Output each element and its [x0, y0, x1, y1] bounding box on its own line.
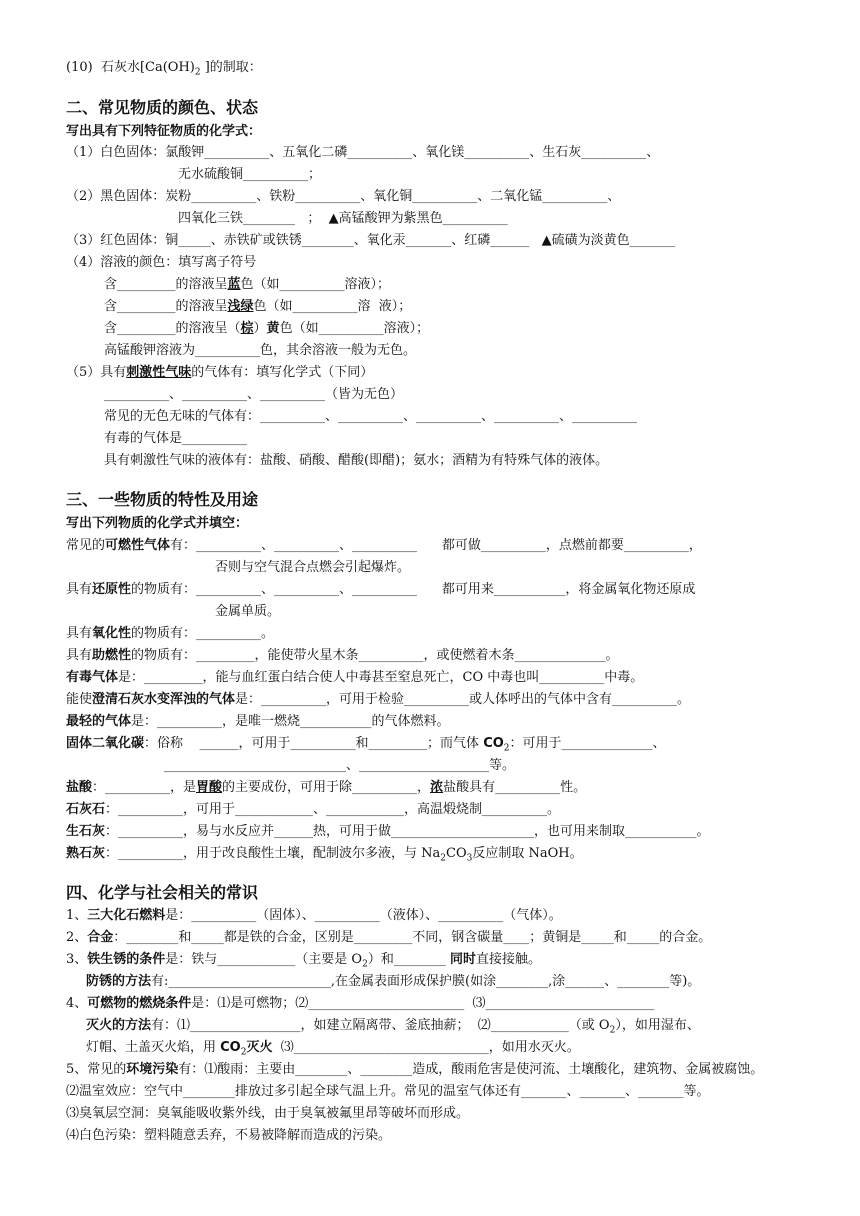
line-text: 常见的无色无味的气体有：__________、__________、__________、__________、__________ — [104, 409, 638, 424]
line-text: ）和________ — [367, 952, 450, 967]
line-text: 有:_________________________,在金属表面形成保护膜(如涂________,涂______、________等)。 — [151, 974, 701, 989]
line-text: 4、 — [66, 996, 88, 1011]
line-text: 5、常见的 — [66, 1062, 127, 1077]
worksheet-line — [104, 274, 390, 296]
line-text: ⑶______________________________，如用水灭火。 — [272, 1040, 580, 1055]
worksheet-line — [104, 384, 403, 406]
line-text: 刺激性气味 — [126, 365, 192, 380]
line-text: 3、 — [66, 952, 88, 967]
line-text: (10) 石灰水[Ca(OH) — [66, 60, 195, 75]
line-text: 的气体有：填写化学式（下同） — [191, 365, 374, 380]
line-text: ：__________，可用于____________、____________，高温煅烧制__________。 — [105, 802, 561, 817]
worksheet-line — [104, 318, 429, 340]
line-text: 能使 — [66, 692, 93, 707]
worksheet-line — [86, 1037, 580, 1059]
line-text: ） — [253, 321, 267, 336]
line-text: 二、常见物质的颜色、状态 — [66, 98, 259, 117]
section-heading — [66, 489, 258, 511]
line-text: 2 — [609, 1025, 616, 1036]
worksheet-line — [66, 993, 655, 1015]
line-text: 2 — [362, 959, 368, 970]
line-text: 防锈的方法 — [86, 974, 152, 989]
line-text: 2 — [440, 853, 447, 864]
line-text: 具有刺激性气味的液体有：盐酸、硝酸、醋酸(即醋)；氨水；酒精为有特殊气体的液体。 — [104, 453, 609, 468]
line-text: 是：__________，可用于检验__________或人体呼出的气体中含有__________。 — [235, 692, 691, 707]
line-text: 黄 — [266, 321, 280, 336]
worksheet-line — [66, 186, 620, 208]
line-text: （4）溶液的颜色：填写离子符号 — [66, 255, 257, 270]
line-text: CO — [446, 846, 467, 861]
worksheet-line — [104, 428, 247, 450]
line-text: 同时 — [449, 952, 476, 967]
line-text: 的物质有：__________。 — [131, 626, 275, 641]
worksheet-line — [66, 1081, 710, 1103]
line-text: 直接接触。 — [475, 952, 541, 967]
section-instruction — [66, 513, 248, 535]
line-text: 具有 — [66, 626, 93, 641]
worksheet-line — [215, 601, 280, 623]
line-text: （2）黑色固体：炭粉__________、铁粉__________、氧化铜__________、二氧化锰__________、 — [66, 189, 621, 204]
line-text: 2 — [194, 67, 201, 78]
worksheet-line — [66, 1059, 763, 1081]
line-text: 澄清石灰水变浑浊的气体 — [92, 692, 236, 707]
line-text: ：__________，易与水反应并______热，可用于做______________________，也可用来制取___________。 — [105, 824, 710, 839]
line-text: 具有 — [66, 582, 93, 597]
line-text: 是：__________，是唯一燃烧___________的气体燃料。 — [131, 714, 450, 729]
worksheet-line — [66, 142, 659, 164]
worksheet-line — [66, 645, 619, 667]
line-text: 合金 — [87, 930, 114, 945]
line-text: （5）具有 — [66, 365, 127, 380]
line-text: （3）红色固体：铜_____、赤铁矿或铁锈________、氧化汞_______、红磷______ ▲硫磺为淡黄色_______ — [66, 233, 676, 248]
line-text: 浅绿 — [227, 299, 254, 314]
line-text: 1、 — [66, 908, 88, 923]
line-text: ⑷白色污染：塑料随意丢弃，不易被降解而造成的污染。 — [66, 1128, 392, 1143]
line-text: 含_________的溶液呈（ — [104, 321, 241, 336]
section-instruction — [66, 121, 261, 143]
line-text: 反应制取 NaOH。 — [472, 846, 583, 861]
line-text: 金属单质。 — [215, 604, 281, 619]
line-text: 三大化石燃料 — [87, 908, 166, 923]
line-text: 熟石灰 — [66, 846, 106, 861]
line-text: 石灰石 — [66, 802, 106, 817]
line-text: 盐酸具有__________性。 — [443, 780, 587, 795]
line-text: 胃酸 — [196, 780, 223, 795]
line-text: 的物质有：__________、__________、__________ 都可用来___________，将金属氧化物还原成 — [131, 582, 696, 597]
line-text: 有毒气体 — [66, 670, 119, 685]
worksheet-line — [86, 971, 700, 993]
worksheet-line — [178, 164, 321, 186]
line-text: 写出下列物质的化学式并填空： — [66, 516, 249, 531]
line-text: 灭火的方法 — [86, 1018, 152, 1033]
worksheet-line — [66, 905, 562, 927]
line-text: 3 — [466, 853, 473, 864]
line-text: 2、 — [66, 930, 88, 945]
section-heading — [66, 97, 258, 119]
line-text: 含_________的溶液呈 — [104, 299, 228, 314]
worksheet-line — [104, 340, 416, 362]
line-text: 高锰酸钾溶液为__________色，其余溶液一般为无色。 — [104, 343, 417, 358]
line-text: 可燃性气体 — [105, 538, 171, 553]
worksheet-line — [66, 821, 710, 843]
line-text: 生石灰 — [66, 824, 106, 839]
line-text: 还原性 — [92, 582, 132, 597]
line-text: CO — [220, 1040, 241, 1055]
line-text: 四、化学与社会相关的常识 — [66, 883, 259, 902]
worksheet-line — [66, 667, 643, 689]
line-text: 铁生锈的条件 — [87, 952, 166, 967]
line-text: ：__________，用于改良酸性土壤，配制波尔多液，与 Na — [105, 846, 441, 861]
worksheet-line — [66, 843, 583, 865]
line-text: 是：__________（固体）、__________（液体）、__________（气体）。 — [165, 908, 562, 923]
line-text: 助燃性 — [92, 648, 132, 663]
line-text: 含_________的溶液呈 — [104, 277, 228, 292]
worksheet-line — [66, 927, 711, 949]
line-text: ：________和_____都是铁的合金，区别是_________不同，钢含碳量____；黄铜是_____和_____的合金。 — [113, 930, 712, 945]
worksheet-line — [86, 1015, 700, 1037]
worksheet-line — [178, 208, 508, 230]
line-text: 具有 — [66, 648, 93, 663]
line-text: 环境污染 — [126, 1062, 179, 1077]
line-text: 棕 — [240, 321, 254, 336]
worksheet-line — [66, 949, 541, 971]
worksheet-line — [66, 230, 675, 252]
line-text: ：俗称 ______，可用于__________和_________；而气体 — [144, 736, 484, 751]
worksheet-line — [66, 689, 690, 711]
line-text: 灯帽、土盖灭火焰，用 — [86, 1040, 221, 1055]
line-text: 无水硫酸铜__________； — [178, 167, 322, 182]
line-text: 否则与空气混合点燃会引起爆炸。 — [215, 560, 411, 575]
worksheet-line — [66, 579, 695, 601]
worksheet-line — [66, 733, 666, 755]
line-text: 有：⑴_________________，如建立隔离带、釜底抽薪； ⑵____________（或 O — [151, 1018, 610, 1033]
worksheet-line — [66, 623, 274, 645]
line-text: 有：⑴酸雨：主要由________、________造成，酸雨危害是使河流、土壤酸化，建筑物、金属被腐蚀。 — [178, 1062, 764, 1077]
line-text: 的物质有：_________，能使带火星木条__________，或使燃着木条______________。 — [131, 648, 619, 663]
line-text: 四氧化三铁________ ； ▲高锰酸钾为紫黑色__________ — [178, 211, 508, 226]
line-text: __________、__________、__________（皆为无色） — [104, 387, 404, 402]
line-text: CO — [483, 736, 504, 751]
section-heading — [66, 882, 258, 904]
worksheet-line — [104, 296, 411, 318]
line-text: ：__________，是 — [92, 780, 197, 795]
line-text: ），如用湿布、 — [615, 1018, 700, 1033]
line-text: 浓 — [430, 780, 444, 795]
worksheet-line — [66, 362, 373, 384]
worksheet-line — [66, 799, 560, 821]
line-text: ⑶臭氧层空洞：臭氧能吸收紫外线，由于臭氧被氟里昂等破坏而形成。 — [66, 1106, 470, 1121]
line-text: ：可用于______________、 — [509, 736, 666, 751]
worksheet-line — [215, 557, 410, 579]
line-text: ____________________________、____________________等。 — [164, 758, 516, 773]
worksheet-line — [66, 535, 702, 557]
line-text: 是：铁与____________（主要是 O — [165, 952, 363, 967]
line-text: 蓝 — [227, 277, 241, 292]
line-text: 固体二氧化碳 — [66, 736, 145, 751]
line-text: 写出具有下列特征物质的化学式： — [66, 124, 262, 139]
line-text: 最轻的气体 — [66, 714, 132, 729]
line-text: 色（如__________溶 液）； — [253, 299, 412, 314]
line-text: 可燃物的燃烧条件 — [87, 996, 192, 1011]
worksheet-line — [66, 57, 262, 79]
line-text: 的主要成份，可用于除__________， — [222, 780, 431, 795]
worksheet-line — [66, 777, 586, 799]
line-text: 三、一些物质的特性及用途 — [66, 490, 259, 509]
line-text: 有毒的气体是__________ — [104, 431, 248, 446]
line-text: （1）白色固体：氯酸钾__________、五氧化二磷__________、氧化镁__________、生石灰__________、 — [66, 145, 660, 160]
line-text: ⑵温室效应：空气中________排放过多引起全球气温上升。常见的温室气体还有_______、_______、_______等。 — [66, 1084, 710, 1099]
line-text: 盐酸 — [66, 780, 93, 795]
line-text: 色（如__________溶液）； — [240, 277, 391, 292]
worksheet-line — [66, 1103, 469, 1125]
worksheet-line — [104, 406, 637, 428]
line-text: 是：_________，能与血红蛋白结合使人中毒甚至窒息死亡，CO 中毒也叫__________中毒。 — [118, 670, 644, 685]
line-text: 灭火 — [246, 1040, 273, 1055]
line-text: 是：⑴是可燃物；⑵________________________ ⑶__________________________ — [191, 996, 655, 1011]
line-text: 2 — [503, 743, 510, 754]
line-text: 有：__________、__________、__________ 都可做__________，点燃前都要__________， — [170, 538, 702, 553]
worksheet-line — [104, 450, 608, 472]
line-text: 常见的 — [66, 538, 106, 553]
line-text: 色（如__________溶液）； — [279, 321, 430, 336]
worksheet-line — [66, 252, 256, 274]
worksheet-line — [66, 1125, 391, 1147]
line-text: 氧化性 — [92, 626, 132, 641]
worksheet-line — [66, 711, 450, 733]
line-text: ]的制取： — [200, 60, 262, 75]
worksheet-line — [164, 755, 515, 777]
line-text: 2 — [240, 1047, 247, 1058]
